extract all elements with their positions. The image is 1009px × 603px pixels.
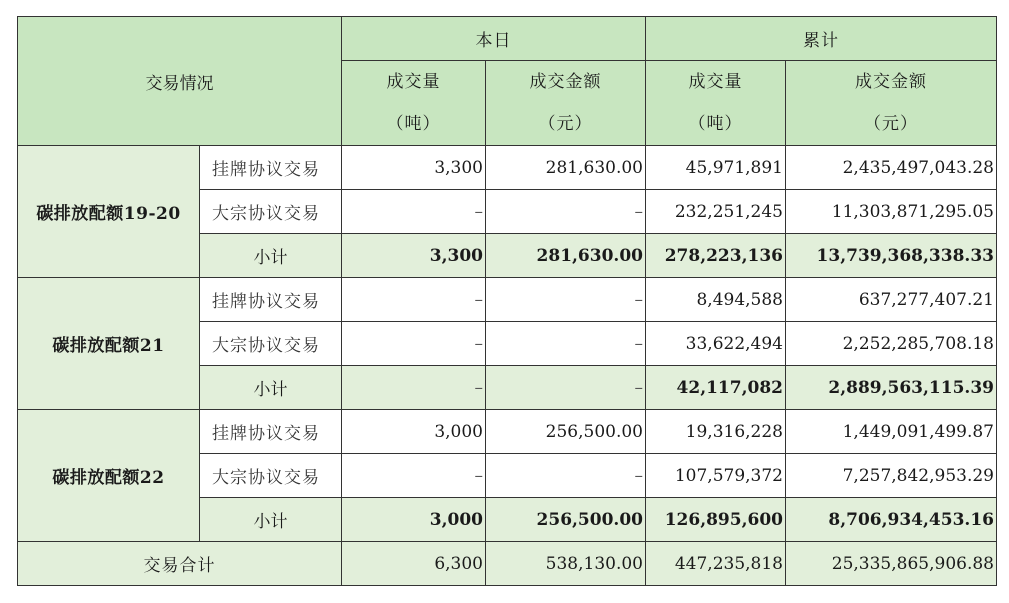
cell-cumulative-volume: 107,579,372: [646, 454, 786, 498]
header-cumulative-amount: [786, 61, 997, 146]
cell-today-volume: –: [342, 190, 486, 234]
cell-today-amount: 538,130.00: [486, 542, 646, 586]
trade-type: 大宗协议交易: [200, 322, 342, 366]
table-row: [18, 278, 997, 322]
cell-today-volume: 6,300: [342, 542, 486, 586]
cell-cumulative-volume: 8,494,588: [646, 278, 786, 322]
subtotal-label: 小计: [200, 498, 342, 542]
header-unit: （吨）: [688, 114, 743, 134]
cell-today-volume: –: [342, 278, 486, 322]
cell-cumulative-amount: 13,739,368,338.33: [786, 234, 997, 278]
cell-cumulative-amount: 1,449,091,499.87: [786, 410, 997, 454]
cell-cumulative-amount: 25,335,865,906.88: [786, 542, 997, 586]
cell-cumulative-volume: 42,117,082: [646, 366, 786, 410]
cell-cumulative-amount: 637,277,407.21: [786, 278, 997, 322]
cell-cumulative-volume: 126,895,600: [646, 498, 786, 542]
cell-today-volume: 3,000: [342, 410, 486, 454]
cell-cumulative-amount: 8,706,934,453.16: [786, 498, 997, 542]
cell-cumulative-amount: 2,435,497,043.28: [786, 146, 997, 190]
header-unit: （元）: [864, 114, 918, 134]
cell-cumulative-amount: 2,252,285,708.18: [786, 322, 997, 366]
table-row: [18, 146, 997, 190]
cell-cumulative-volume: 33,622,494: [646, 322, 786, 366]
carbon-trading-table: [17, 16, 997, 586]
header-label: 成交量: [688, 72, 743, 92]
trade-type: 大宗协议交易: [200, 454, 342, 498]
cell-cumulative-volume: 45,971,891: [646, 146, 786, 190]
subtotal-label: 小计: [200, 234, 342, 278]
header-cumulative-volume: [646, 61, 786, 146]
cell-today-amount: –: [486, 322, 646, 366]
product-name: 碳排放配额19-20: [18, 146, 200, 278]
cell-cumulative-volume: 19,316,228: [646, 410, 786, 454]
cell-today-amount: –: [486, 190, 646, 234]
header-unit: （吨）: [386, 114, 441, 134]
total-label: 交易合计: [18, 542, 342, 586]
trade-type: 挂牌协议交易: [200, 278, 342, 322]
table-row: [18, 410, 997, 454]
cell-today-amount: 256,500.00: [486, 498, 646, 542]
cell-today-amount: –: [486, 278, 646, 322]
cell-today-volume: –: [342, 454, 486, 498]
cell-cumulative-amount: 11,303,871,295.05: [786, 190, 997, 234]
cell-today-volume: 3,300: [342, 146, 486, 190]
cell-cumulative-amount: 2,889,563,115.39: [786, 366, 997, 410]
cell-today-amount: 281,630.00: [486, 146, 646, 190]
header-unit: （元）: [538, 114, 593, 134]
header-group-today: 本日: [342, 17, 646, 61]
cell-cumulative-volume: 278,223,136: [646, 234, 786, 278]
cell-today-volume: –: [342, 366, 486, 410]
cell-today-volume: 3,000: [342, 498, 486, 542]
cell-today-volume: 3,300: [342, 234, 486, 278]
header-group-cumulative: 累计: [646, 17, 997, 61]
header-label: 成交金额: [529, 72, 602, 92]
cell-cumulative-volume: 447,235,818: [646, 542, 786, 586]
cell-cumulative-volume: 232,251,245: [646, 190, 786, 234]
cell-today-amount: –: [486, 454, 646, 498]
trade-type: 挂牌协议交易: [200, 146, 342, 190]
cell-cumulative-amount: 7,257,842,953.29: [786, 454, 997, 498]
product-name: 碳排放配额22: [18, 410, 200, 542]
trade-type: 挂牌协议交易: [200, 410, 342, 454]
header-today-volume: [342, 61, 486, 146]
total-row: [18, 542, 997, 586]
header-label: 成交量: [386, 72, 441, 92]
header-corner: 交易情况: [18, 17, 342, 146]
header-today-amount: [486, 61, 646, 146]
cell-today-amount: 256,500.00: [486, 410, 646, 454]
header-label: 成交金额: [855, 72, 927, 92]
cell-today-amount: 281,630.00: [486, 234, 646, 278]
product-name: 碳排放配额21: [18, 278, 200, 410]
subtotal-label: 小计: [200, 366, 342, 410]
cell-today-volume: –: [342, 322, 486, 366]
trade-type: 大宗协议交易: [200, 190, 342, 234]
cell-today-amount: –: [486, 366, 646, 410]
